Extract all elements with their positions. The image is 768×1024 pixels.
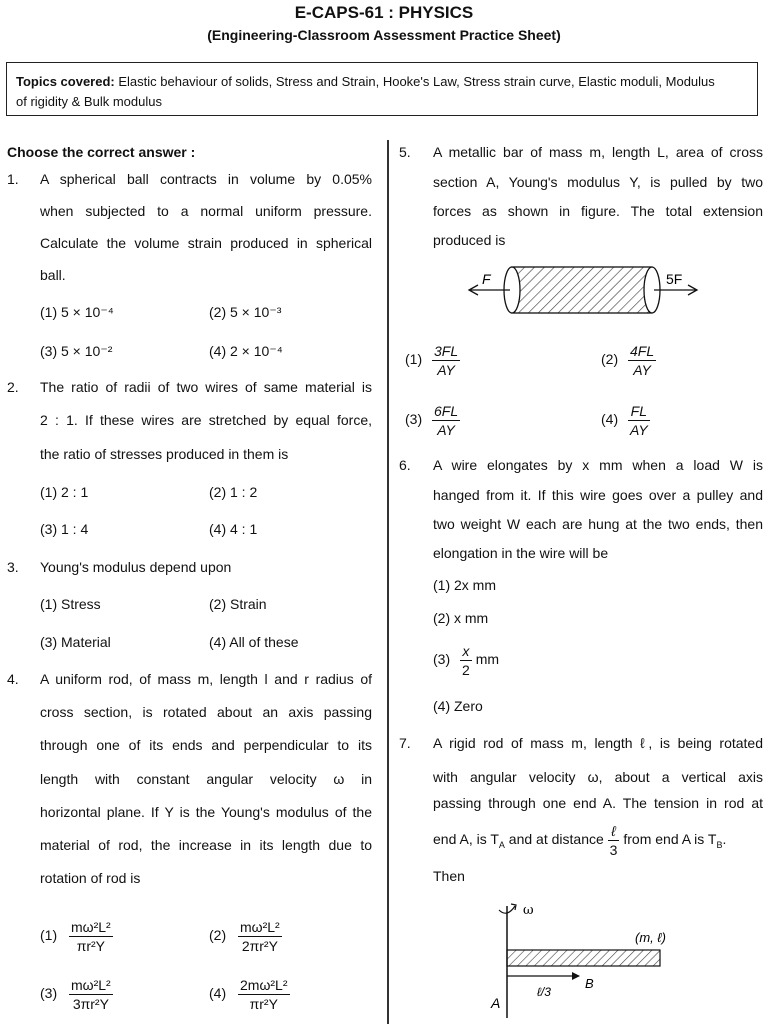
point-b-label: B — [585, 976, 594, 991]
point-a-label: A — [491, 995, 501, 1011]
q6-line: elongation in the wire will be — [433, 545, 609, 561]
fraction-denominator: AY — [630, 422, 648, 438]
option-label: (3) — [433, 651, 451, 668]
column-divider — [387, 140, 389, 1024]
option-label: (1) — [40, 927, 58, 944]
q1-line: when subjected to a normal uniform pressure. — [40, 203, 372, 219]
mass-length-label: (m, ℓ) — [635, 930, 666, 945]
sheet-subtitle: (Engineering-Classroom Assessment Practice Sheet) — [207, 27, 561, 43]
option-label: (1) — [405, 351, 423, 368]
q7-rod-figure — [485, 896, 675, 1021]
q4-line: horizontal plane. If Y is the Young's modulus of the — [40, 804, 372, 820]
q1-line: Calculate the volume strain produced in spherical — [40, 235, 372, 251]
q1-option-4[interactable]: (4) 2 × 10⁻⁴ — [209, 343, 283, 359]
fraction-denominator: πr²Y — [249, 996, 278, 1012]
option-fraction — [628, 402, 650, 439]
q6-number: 6. — [399, 457, 411, 473]
text: . — [722, 831, 727, 848]
q4-line: A uniform rod, of mass m, length l and r radius of — [40, 671, 372, 687]
q5-option-1[interactable] — [405, 342, 460, 379]
q1-option-2[interactable]: (2) 5 × 10⁻³ — [209, 304, 282, 320]
fraction-denominator: 2πr²Y — [241, 938, 278, 954]
omega-label: ω — [523, 903, 534, 918]
q7-then: Then — [433, 868, 465, 884]
q5-option-2[interactable] — [601, 342, 656, 379]
q2-option-4[interactable]: (4) 4 : 1 — [209, 521, 258, 537]
q5-line: produced is — [433, 232, 506, 248]
option-label: (3) — [405, 411, 423, 428]
fraction-denominator: 3 — [609, 842, 618, 858]
fraction-numerator: 4FL — [630, 343, 655, 359]
q3-option-4[interactable]: (4) All of these — [209, 634, 299, 650]
text: from end A is T — [623, 831, 717, 848]
q3-number: 3. — [7, 559, 19, 575]
fraction-denominator: AY — [633, 362, 651, 378]
q1-option-1[interactable]: (1) 5 × 10⁻⁴ — [40, 304, 114, 320]
option-label: (4) — [601, 411, 619, 428]
q6-line: two weight W each are hung at the two ends, then — [433, 516, 763, 532]
fraction-denominator: AY — [437, 422, 455, 438]
q2-option-2[interactable]: (2) 1 : 2 — [209, 484, 258, 500]
q4-line: cross section, is rotated about an axis passing — [40, 704, 372, 720]
rod — [507, 950, 660, 966]
fraction-denominator: 2 — [462, 662, 470, 678]
q4-option-4[interactable] — [209, 976, 290, 1013]
fraction-numerator: mω²L² — [71, 919, 111, 935]
option-fraction — [628, 342, 656, 379]
q5-line: forces as shown in figure. The total extension — [433, 203, 763, 219]
right-force-label: 5F — [666, 271, 683, 287]
q2-line: The ratio of radii of two wires of same material is — [40, 379, 372, 395]
fraction-numerator: ℓ — [608, 822, 620, 841]
q5-bar-figure — [460, 262, 710, 320]
left-force-label: F — [482, 271, 491, 287]
q7-line: with angular velocity ω, about a vertical axis — [433, 769, 763, 785]
q2-number: 2. — [7, 379, 19, 395]
q5-option-4[interactable] — [601, 402, 650, 439]
q5-number: 5. — [399, 144, 411, 160]
q3-option-1[interactable]: (1) Stress — [40, 596, 101, 612]
q1-number: 1. — [7, 171, 19, 187]
q2-line: 2 : 1. If these wires are stretched by equal force, — [40, 412, 372, 428]
q3-option-3[interactable]: (3) Material — [40, 634, 111, 650]
distance-label: ℓ/3 — [537, 985, 551, 999]
q7-line: A rigid rod of mass m, length ℓ, is being rotated — [433, 735, 763, 751]
fraction-numerator: 6FL — [434, 403, 459, 419]
q6-line: hanged from it. If this wire goes over a pulley and — [433, 487, 763, 503]
fraction-numerator: FL — [628, 402, 650, 421]
topics-label: Topics covered: — [16, 74, 115, 89]
q7-line-4 — [433, 822, 726, 859]
q4-line: rotation of rod is — [40, 870, 141, 886]
text: and at distance — [504, 831, 608, 848]
q4-number: 4. — [7, 671, 19, 687]
text: end A, is T — [433, 831, 499, 848]
q4-option-1[interactable] — [40, 918, 113, 955]
fraction-numerator: mω²L² — [240, 919, 280, 935]
q2-option-3[interactable]: (3) 1 : 4 — [40, 521, 89, 537]
topics-text-1: Elastic behaviour of solids, Stress and Strain, Hooke's Law, Stress strain curve, Elastic moduli, Modulus — [118, 74, 715, 89]
q1-option-3[interactable]: (3) 5 × 10⁻² — [40, 343, 113, 359]
q4-option-2[interactable] — [209, 918, 282, 955]
q6-option-3[interactable] — [433, 642, 499, 679]
q2-option-1[interactable]: (1) 2 : 1 — [40, 484, 89, 500]
q5-option-3[interactable] — [405, 402, 460, 439]
bar-body — [512, 267, 652, 313]
option-label: (3) — [40, 985, 58, 1002]
q6-line: A wire elongates by x mm when a load W is — [433, 457, 763, 473]
sheet-title: E-CAPS-61 : PHYSICS — [294, 3, 474, 22]
option-fraction — [432, 402, 460, 439]
option-fraction — [69, 976, 113, 1013]
fraction-numerator: mω²L² — [71, 977, 111, 993]
q6-option-1[interactable]: (1) 2x mm — [433, 577, 496, 593]
q4-line: material of rod, the increase in its length due to — [40, 837, 372, 853]
option-label: (4) — [209, 985, 227, 1002]
option-fraction — [69, 918, 113, 955]
instruction: Choose the correct answer : — [7, 144, 196, 160]
rotation-arrowhead — [511, 904, 516, 910]
option-unit: mm — [475, 651, 500, 668]
subscript: A — [498, 840, 505, 850]
q5-line: section A, Young's modulus Y, is pulled by two — [433, 174, 763, 190]
topics-box — [6, 62, 758, 116]
fraction-numerator: x — [460, 642, 472, 661]
q7-line: passing through one end A. The tension in rod at — [433, 795, 763, 811]
q4-line: through one of its ends and perpendicular to its — [40, 737, 372, 753]
topics-text-2: of rigidity & Bulk modulus — [16, 94, 162, 109]
q7-number: 7. — [399, 735, 411, 751]
fraction-denominator: AY — [437, 362, 455, 378]
fraction-numerator: 3FL — [434, 343, 459, 359]
q1-line: A spherical ball contracts in volume by 0.05% — [40, 171, 372, 187]
q5-line: A metallic bar of mass m, length L, area of cross — [433, 144, 763, 160]
q4-option-3[interactable] — [40, 976, 113, 1013]
q6-option-4[interactable]: (4) Zero — [433, 698, 483, 714]
subscript: B — [716, 840, 723, 850]
q4-line: length with constant angular velocity ω in — [40, 771, 372, 787]
q1-line: ball. — [40, 267, 66, 283]
option-fraction — [432, 342, 460, 379]
option-fraction — [238, 918, 282, 955]
distance-arrowhead — [572, 972, 580, 980]
option-label: (2) — [209, 927, 227, 944]
q3-option-2[interactable]: (2) Strain — [209, 596, 267, 612]
q3-line: Young's modulus depend upon — [40, 559, 232, 575]
fraction-denominator: 3πr²Y — [72, 996, 109, 1012]
inline-fraction — [608, 822, 620, 859]
option-fraction — [460, 642, 472, 679]
option-fraction — [238, 976, 290, 1013]
option-label: (2) — [601, 351, 619, 368]
q2-line: the ratio of stresses produced in them is — [40, 446, 289, 462]
fraction-denominator: πr²Y — [76, 938, 106, 954]
q6-option-2[interactable]: (2) x mm — [433, 610, 489, 626]
fraction-numerator: 2mω²L² — [240, 977, 288, 993]
